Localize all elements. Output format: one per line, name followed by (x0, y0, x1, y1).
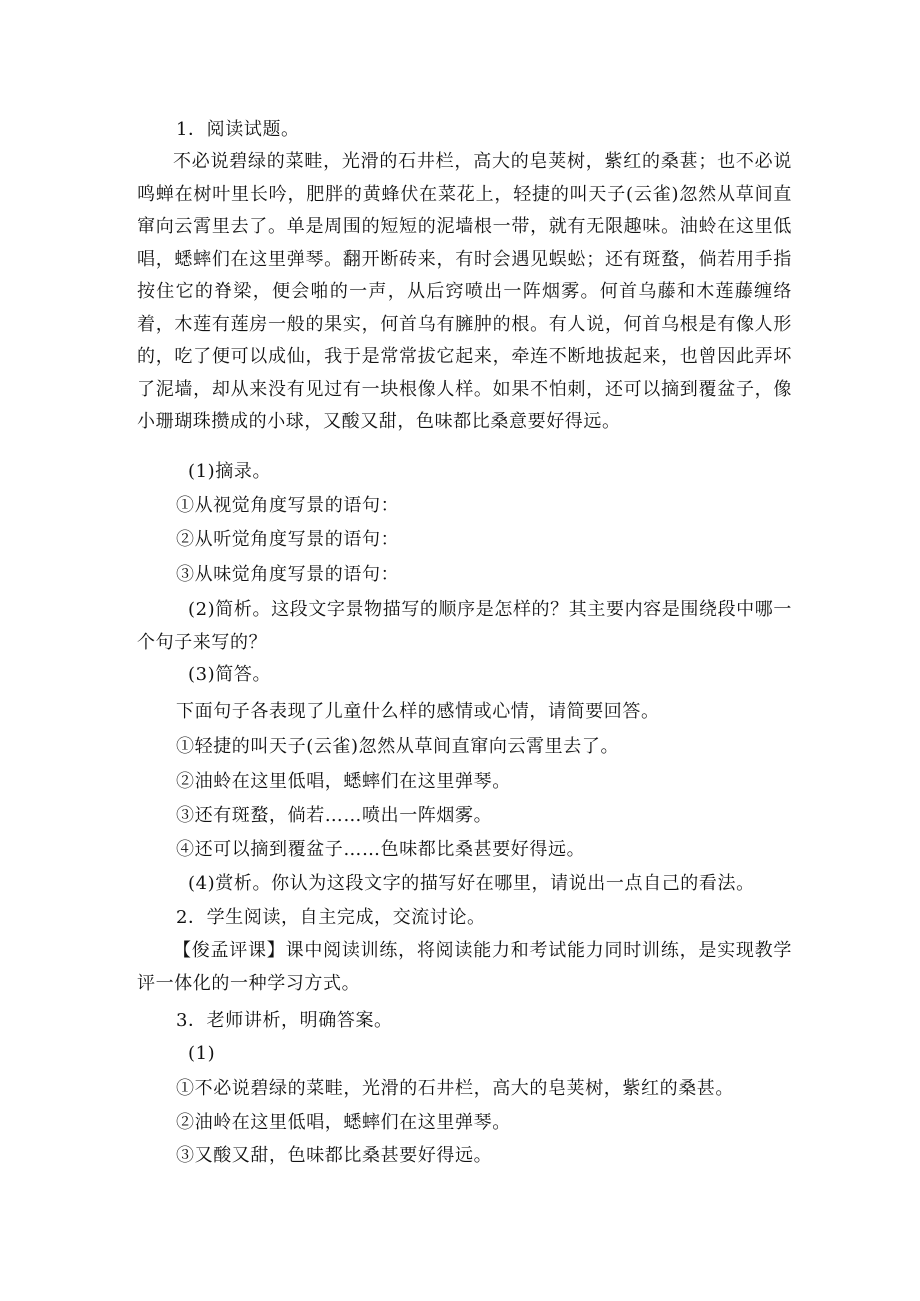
section-1-heading: 1．阅读试题。 (176, 119, 300, 140)
answer-1-label: (1) (188, 1043, 216, 1064)
question-3-item-1: ①轻捷的叫天子(云雀)忽然从草间直窜向云霄里去了。 (176, 736, 620, 757)
reading-passage: 不必说碧绿的菜畦，光滑的石井栏，高大的皂荚树，紫红的桑葚；也不必说鸣蝉在树叶里长吟，肥胖的黄蜂伏在菜花上，轻捷的叫天子(云雀)忽然从草间直窜向云霄里去了。单是周围的短短的泥墙根一带，就有无限趣味。油蛉在这里低唱，蟋蟀们在这里弹琴。翻开断砖来，有时会遇见蜈蚣；还有斑蝥，倘若用手指按住它的脊梁，便会啪的一声，从后窍喷出一阵烟雾。何首乌藤和木莲藤缠络着，木莲有莲房一般的果实，何首乌有臃肿的根。有人说，何首乌根是有像人形的，吃了便可以成仙，我于是常常拔它起来，牵连不断地拔起来，也曾因此弄坏了泥墙，却从来没有见过有一块根像人样。如果不怕刺，还可以摘到覆盆子，像小珊瑚珠攒成的小球，又酸又甜，色味都比桑意要好得远。 (137, 151, 792, 432)
question-3-item-2: ②油蛉在这里低唱，蟋蟀们在这里弹琴。 (176, 771, 511, 792)
question-2-analysis: (2)简析。这段文字景物描写的顺序是怎样的？其主要内容是围绕段中哪一个句子来写的？ (137, 599, 792, 653)
question-3-item-3: ③还有斑蝥，倘若……喷出一阵烟雾。 (176, 805, 493, 826)
question-1-taste: ③从味觉角度写景的语句： (176, 564, 400, 585)
question-1-auditory: ②从听觉角度写景的语句： (176, 529, 400, 550)
section-2-heading: 2．学生阅读，自主完成，交流讨论。 (176, 907, 486, 928)
teacher-comment: 【俊孟评课】课中阅读训练，将阅读能力和考试能力同时训练，是实现教学评一体化的一种学习方式。 (137, 940, 792, 994)
answer-1-item-2: ②油岭在这里低唱，蟋蟀们在这里弹琴。 (176, 1112, 511, 1133)
question-1-visual: ①从视觉角度写景的语句： (176, 495, 400, 516)
question-4-appreciation: (4)赏析。你认为这段文字的描写好在哪里，请说出一点自己的看法。 (188, 873, 755, 894)
answer-1-item-3: ③又酸又甜，色味都比桑甚要好得远。 (176, 1145, 493, 1166)
question-1-extract: (1)摘录。 (188, 461, 272, 482)
question-3-short-answer: (3)简答。 (188, 664, 272, 685)
answer-1-item-1: ①不必说碧绿的菜畦，光滑的石井栏，高大的皂荚树，紫红的桑甚。 (176, 1078, 734, 1099)
question-3-intro: 下面句子各表现了儿童什么样的感情或心情，请简要回答。 (176, 701, 660, 722)
question-3-item-4: ④还可以摘到覆盆子……色味都比桑甚要好得远。 (176, 839, 586, 860)
section-3-heading: 3．老师讲析，明确答案。 (176, 1010, 393, 1031)
